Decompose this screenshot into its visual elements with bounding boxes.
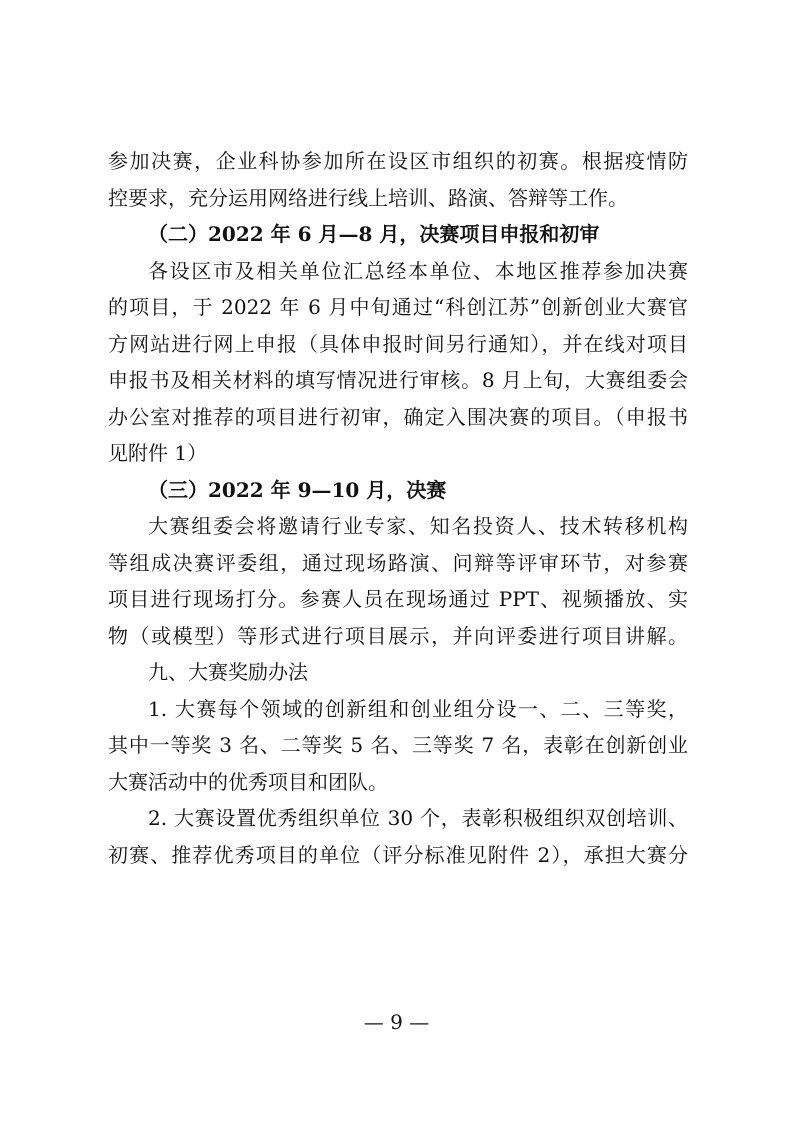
body-line: 大赛组委会将邀请行业专家、知名投资人、技术转移机构 bbox=[148, 514, 688, 538]
body-line: 的项目，于 2022 年 6 月中旬通过“科创江苏”创新创业大赛官 bbox=[108, 295, 688, 319]
body-line: 控要求，充分运用网络进行线上培训、路演、答辩等工作。 bbox=[108, 185, 628, 210]
body-line: 项目进行现场打分。参赛人员在现场通过 PPT、视频播放、实 bbox=[108, 587, 688, 611]
body-line: 物（或模型）等形式进行项目展示，并向评委进行项目讲解。 bbox=[108, 623, 688, 648]
body-line: 其中一等奖 3 名、二等奖 5 名、三等奖 7 名，表彰在创新创业 bbox=[108, 733, 688, 757]
page-number: — 9 — bbox=[363, 1010, 430, 1034]
body-line: 申报书及相关材料的填写情况进行审核。8 月上旬，大赛组委会 bbox=[108, 368, 688, 392]
section-heading: 九、大赛奖励办法 bbox=[148, 660, 308, 684]
section-subheading: （二）2022 年 6 月—8 月，决赛项目申报和初审 bbox=[148, 222, 600, 246]
body-line: 办公室对推荐的项目进行初审，确定入围决赛的项目。（申报书 bbox=[108, 404, 688, 429]
body-line: 方网站进行网上申报（具体申报时间另行通知），并在线对项目 bbox=[108, 331, 688, 356]
body-line: 等组成决赛评委组，通过现场路演、问辩等评审环节，对参赛 bbox=[108, 550, 688, 575]
section-subheading: （三）2022 年 9—10 月，决赛 bbox=[148, 477, 447, 502]
body-line: 见附件 1） bbox=[108, 441, 208, 465]
body-line: 各设区市及相关单位汇总经本单位、本地区推荐参加决赛 bbox=[148, 258, 688, 283]
body-line: 1. 大赛每个领域的创新组和创业组分设一、二、三等奖， bbox=[148, 696, 688, 721]
body-line: 大赛活动中的优秀项目和团队。 bbox=[108, 769, 388, 794]
body-line: 初赛、推荐优秀项目的单位（评分标准见附件 2），承担大赛分 bbox=[108, 842, 688, 867]
body-line: 2. 大赛设置优秀组织单位 30 个，表彰积极组织双创培训、 bbox=[148, 806, 688, 830]
body-line: 参加决赛，企业科协参加所在设区市组织的初赛。根据疫情防 bbox=[108, 149, 688, 173]
document-body bbox=[108, 143, 688, 873]
